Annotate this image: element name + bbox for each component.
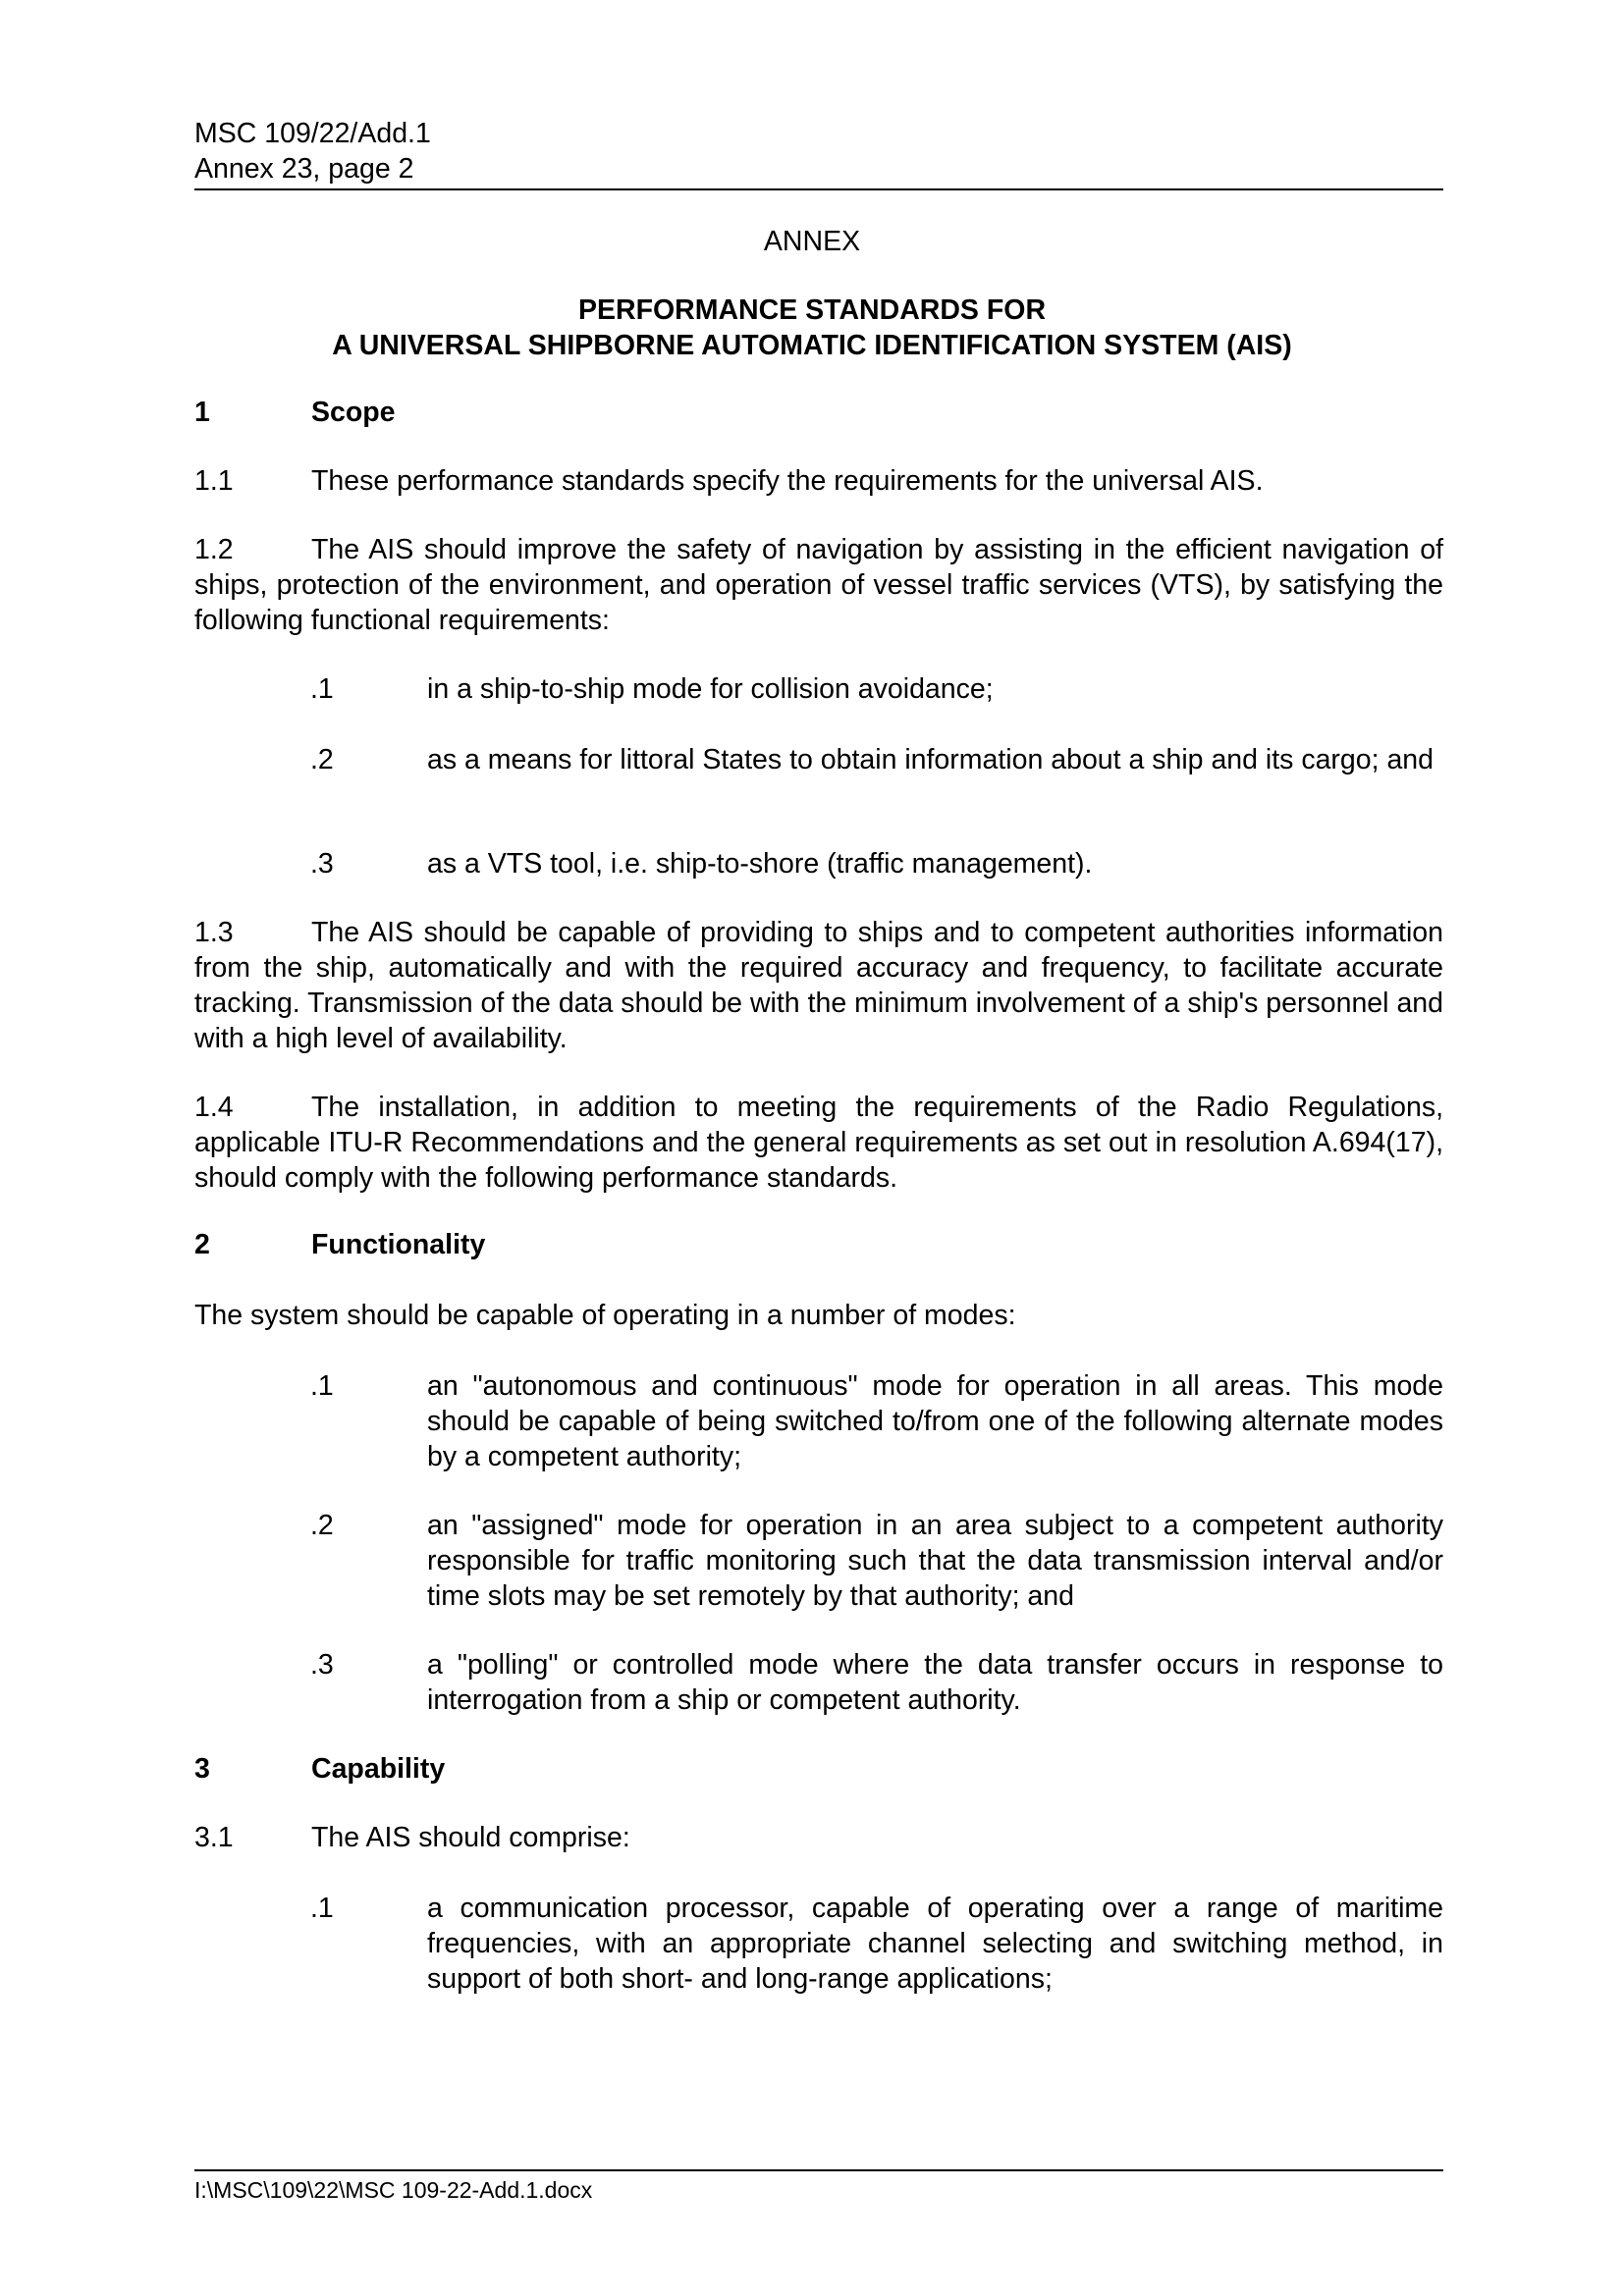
paragraph-text: The installation, in addition to meeting the requirements of the Radio Regulations, applicable ITU-R Recommendations and the general requirements as set out in resolution A.694(17), should comply with the following performance standards. [194, 1092, 1443, 1194]
title-line-1: PERFORMANCE STANDARDS FOR [577, 294, 1047, 326]
document-title [0, 293, 1624, 363]
paragraph-number: 1.4 [194, 1092, 234, 1123]
footer-file-path: I:\MSC\109\22\MSC 109-22-Add.1.docx [194, 2177, 593, 2203]
item-number: .3 [310, 848, 334, 880]
header-rule [194, 188, 1443, 190]
item-number: .1 [310, 1893, 334, 1924]
paragraph-3-1 [194, 1820, 1443, 1855]
paragraph-number: 1.2 [194, 534, 234, 565]
paragraph-number: 1.3 [194, 917, 234, 948]
item-text: an "assigned" mode for operation in an area subject to a competent authority responsible for traffic monitoring such that the data transmission interval and/or time slots may be set remotely by that authority; and [427, 1510, 1443, 1612]
annex-label: ANNEX [763, 226, 861, 257]
section-number: 3 [194, 1753, 210, 1785]
section-number: 1 [194, 397, 210, 428]
section-title: Functionality [311, 1229, 486, 1260]
paragraph-text: The AIS should be capable of providing to ships and to competent authorities information from the ship, automatically and with the required accuracy and frequency, to facilitate accurate tracking. Transmission of the data should be with the minimum involvement of a ship's personnel and with a high level of availability. [194, 917, 1443, 1054]
paragraph-1-2 [194, 532, 1443, 638]
item-text: a "polling" or controlled mode where the data transfer occurs in response to interrogation from a ship or competent authority. [427, 1649, 1443, 1716]
item-text: as a means for littoral States to obtain information about a ship and its cargo; and [427, 744, 1435, 775]
paragraph-text: The AIS should comprise: [311, 1822, 630, 1853]
footer-rule [194, 2169, 1443, 2171]
item-number: .3 [310, 1649, 334, 1681]
section-number: 2 [194, 1229, 210, 1260]
item-text: a communication processor, capable of operating over a range of maritime frequencies, with an appropriate channel selecting and switching method, in support of both short- and long-range applications; [427, 1893, 1443, 1995]
item-text: an "autonomous and continuous" mode for operation in all areas. This mode should be capable of being switched to/from one of the following alternate modes by a competent authority; [427, 1370, 1443, 1472]
page-header [194, 116, 431, 187]
paragraph-1-3 [194, 915, 1443, 1056]
item-number: .1 [310, 1370, 334, 1402]
section-title: Capability [311, 1753, 446, 1785]
section-title: Scope [311, 397, 396, 428]
item-text: in a ship-to-ship mode for collision avoidance; [427, 673, 994, 705]
paragraph-text: These performance standards specify the requirements for the universal AIS. [311, 465, 1264, 497]
functionality-intro: The system should be capable of operating in a number of modes: [194, 1300, 1016, 1331]
paragraph-number: 3.1 [194, 1822, 234, 1853]
paragraph-number: 1.1 [194, 465, 234, 497]
title-line-2: A UNIVERSAL SHIPBORNE AUTOMATIC IDENTIFICATION SYSTEM (AIS) [332, 330, 1292, 361]
annex-page-reference: Annex 23, page 2 [194, 153, 414, 185]
item-number: .2 [310, 744, 334, 775]
document-symbol: MSC 109/22/Add.1 [194, 118, 431, 149]
item-number: .2 [310, 1510, 334, 1541]
paragraph-text: The AIS should improve the safety of navigation by assisting in the efficient navigation of ships, protection of the environment, and operation of vessel traffic services (VTS), by satisfying the following functional requirements: [194, 534, 1443, 636]
paragraph-1-4 [194, 1090, 1443, 1196]
item-number: .1 [310, 673, 334, 705]
paragraph-1-1 [194, 463, 1443, 499]
item-text: as a VTS tool, i.e. ship-to-shore (traffic management). [427, 848, 1093, 880]
